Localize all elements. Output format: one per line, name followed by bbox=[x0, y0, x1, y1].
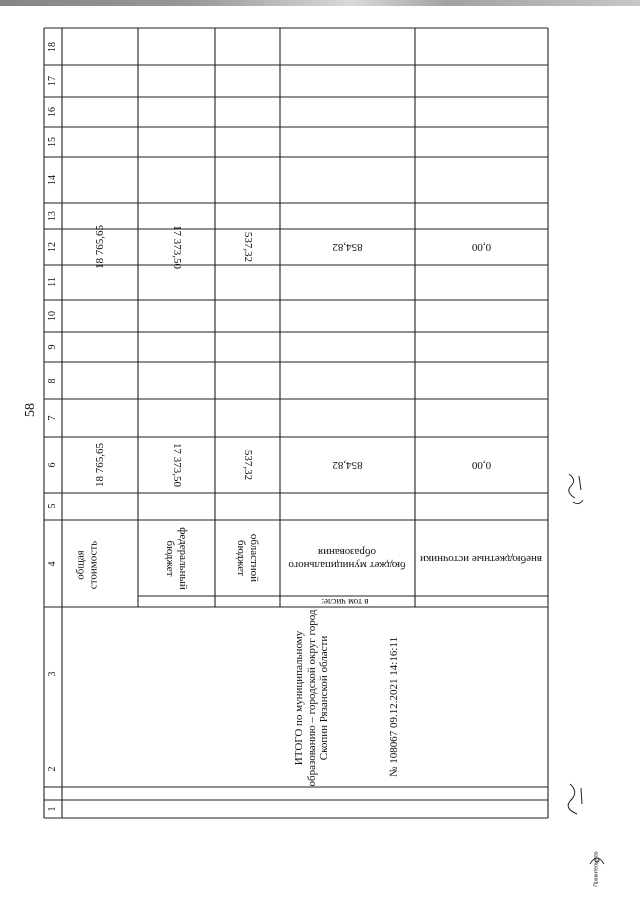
value-municipal-col6: 854,82 bbox=[332, 459, 363, 472]
value-extrabudget-col12: 0,00 bbox=[471, 241, 492, 254]
header-number-13: 13 bbox=[47, 211, 59, 221]
value-extrabudget-col6: 0,00 bbox=[471, 459, 492, 472]
header-number-6: 6 bbox=[47, 462, 59, 468]
government-logo bbox=[582, 852, 612, 886]
header-number-11: 11 bbox=[47, 277, 59, 287]
value-regional-col6: 537,32 bbox=[242, 449, 255, 481]
value-federal-col6: 17 373,50 bbox=[171, 443, 184, 487]
value-municipal-col12: 854,82 bbox=[332, 241, 363, 254]
logo-text: Правительство bbox=[594, 851, 600, 887]
header-number-17: 17 bbox=[47, 76, 59, 86]
value-regional-col12: 537,32 bbox=[242, 231, 255, 263]
header-number-12: 12 bbox=[47, 242, 59, 252]
header-number-8: 8 bbox=[47, 378, 59, 384]
row-label-municipal: бюджет муниципального образования bbox=[288, 546, 406, 572]
header-number-10: 10 bbox=[47, 311, 59, 321]
header-number-7: 7 bbox=[47, 415, 59, 421]
value-total-col12: 18 765,65 bbox=[93, 225, 106, 269]
row-label-regional: областной бюджет bbox=[235, 533, 260, 583]
header-number-15: 15 bbox=[47, 137, 59, 147]
row-label-total-cost: общая стоимость bbox=[74, 540, 100, 590]
header-number-2: 2 bbox=[47, 766, 59, 772]
total-title: ИТОГО по муниципальному образованию – городской округ город Скопин Рязанской области bbox=[293, 609, 331, 787]
header-number-3: 3 bbox=[47, 671, 59, 677]
signature-mark bbox=[565, 780, 587, 820]
in-total-label: в том числе: bbox=[321, 596, 369, 607]
header-number-16: 16 bbox=[47, 107, 59, 117]
header-number-14: 14 bbox=[47, 175, 59, 185]
header-number-9: 9 bbox=[47, 344, 59, 350]
value-federal-col12: 17 373,50 bbox=[171, 225, 184, 269]
value-total-col6: 18 765,65 bbox=[93, 443, 106, 487]
header-number-1: 1 bbox=[47, 806, 59, 812]
signature-mark bbox=[565, 470, 587, 510]
registry-stamp: № 108067 09.12.2021 14:16:11 bbox=[388, 637, 400, 777]
row-label-federal: федеральный бюджет bbox=[164, 527, 190, 590]
header-number-18: 18 bbox=[47, 42, 59, 52]
header-number-4: 4 bbox=[47, 561, 59, 567]
row-label-extrabudget: внебюджетные источники bbox=[419, 552, 543, 565]
page-number: 58 bbox=[23, 403, 38, 417]
header-number-5: 5 bbox=[47, 503, 59, 509]
